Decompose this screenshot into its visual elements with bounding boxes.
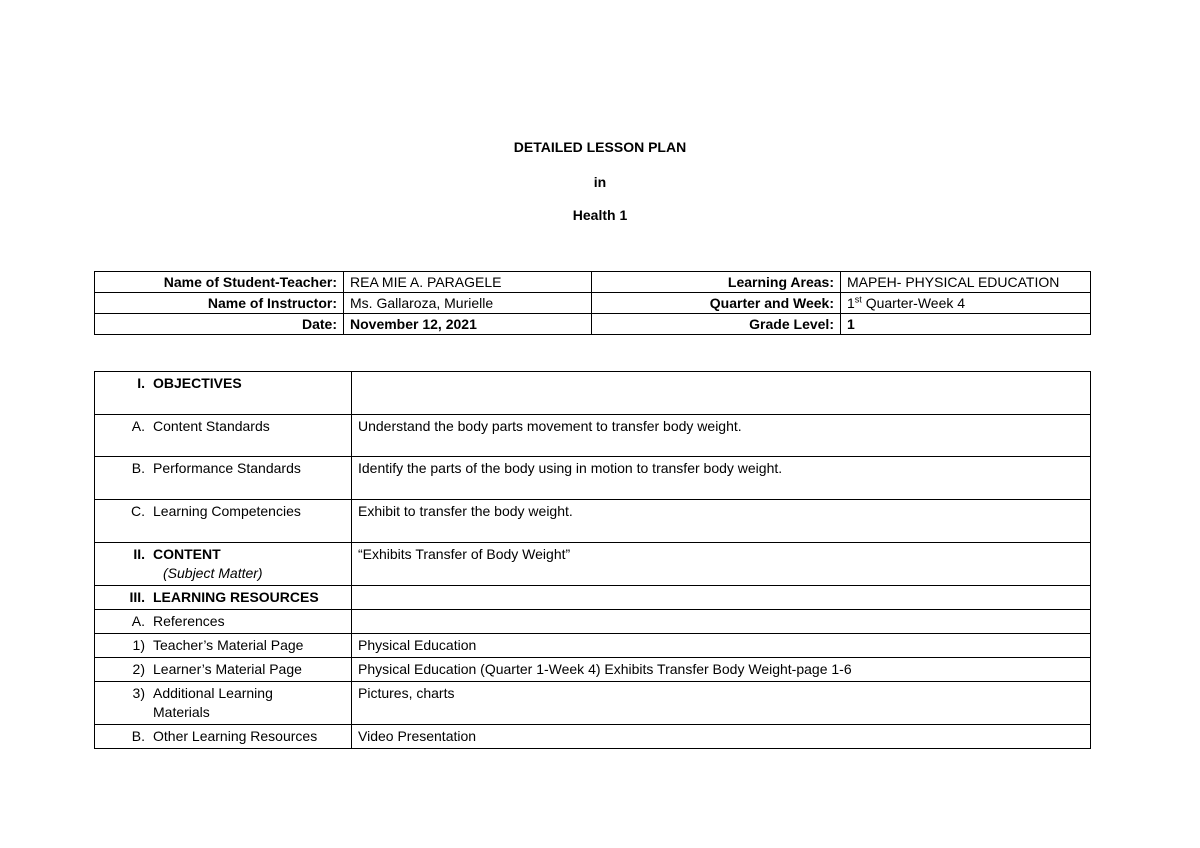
plan-item xyxy=(95,500,352,543)
lesson-plan-table xyxy=(94,371,1091,749)
item-label: Learner’s Material Page xyxy=(153,661,302,677)
item-value: Exhibit to transfer the body weight. xyxy=(352,500,1091,543)
plan-item xyxy=(95,372,352,415)
plan-row-objectives xyxy=(95,372,1091,415)
item-number: 3) xyxy=(132,685,145,701)
plan-item xyxy=(95,457,352,500)
item-value xyxy=(352,586,1091,610)
document-title: DETAILED LESSON PLAN xyxy=(513,139,687,155)
plan-row-performance-standards xyxy=(95,457,1091,500)
plan-row-other-resources xyxy=(95,725,1091,749)
item-label: Other Learning Resources xyxy=(153,728,318,744)
plan-row-content-standards xyxy=(95,415,1091,457)
plan-row-content xyxy=(95,543,1091,586)
date-value: November 12, 2021 xyxy=(344,314,592,335)
item-value: Physical Education (Quarter 1-Week 4) Exhibits Transfer Body Weight-page 1-6 xyxy=(352,658,1091,682)
quarter-week-label: Quarter and Week: xyxy=(592,293,841,314)
lesson-info-table xyxy=(94,271,1091,335)
plan-row-references xyxy=(95,610,1091,634)
item-value: Understand the body parts movement to transfer body weight. xyxy=(352,415,1091,457)
plan-item xyxy=(95,586,352,610)
quarter-number: 1 xyxy=(847,295,855,311)
item-label: Content Standards xyxy=(153,418,270,434)
item-number: II. xyxy=(133,546,145,562)
item-number: A. xyxy=(131,613,145,629)
title-subject: Health 1 xyxy=(572,207,628,223)
plan-item xyxy=(95,634,352,658)
plan-item xyxy=(95,610,352,634)
student-teacher-label: Name of Student-Teacher: xyxy=(95,272,344,293)
item-number: 1) xyxy=(132,637,145,653)
plan-item xyxy=(95,682,352,725)
grade-level-value: 1 xyxy=(841,314,1091,335)
date-label: Date: xyxy=(95,314,344,335)
item-number: A. xyxy=(131,418,145,434)
item-number: B. xyxy=(131,728,145,744)
item-value: Identify the parts of the body using in motion to transfer body weight. xyxy=(352,457,1091,500)
item-label: References xyxy=(153,613,225,629)
info-row xyxy=(95,272,1091,293)
item-number: 2) xyxy=(132,661,145,677)
quarter-week-value xyxy=(841,293,1091,314)
item-label: OBJECTIVES xyxy=(153,375,242,391)
item-number: C. xyxy=(131,503,145,519)
learning-areas-label: Learning Areas: xyxy=(592,272,841,293)
plan-item xyxy=(95,543,352,586)
instructor-label: Name of Instructor: xyxy=(95,293,344,314)
grade-level-label: Grade Level: xyxy=(592,314,841,335)
item-value: Video Presentation xyxy=(352,725,1091,749)
item-value xyxy=(352,610,1091,634)
item-label: CONTENT xyxy=(153,546,221,562)
item-label: LEARNING RESOURCES xyxy=(153,589,319,605)
plan-item xyxy=(95,415,352,457)
item-label: Learning Competencies xyxy=(153,503,301,519)
info-row xyxy=(95,314,1091,335)
item-value: “Exhibits Transfer of Body Weight” xyxy=(352,543,1091,586)
quarter-ordinal: st xyxy=(854,294,862,305)
title-in: in xyxy=(593,174,607,190)
plan-row-additional-materials xyxy=(95,682,1091,725)
item-value: Physical Education xyxy=(352,634,1091,658)
plan-row-learning-competencies xyxy=(95,500,1091,543)
info-row xyxy=(95,293,1091,314)
item-value xyxy=(352,372,1091,415)
plan-row-teachers-material xyxy=(95,634,1091,658)
student-teacher-value: REA MIE A. PARAGELE xyxy=(344,272,592,293)
plan-item xyxy=(95,658,352,682)
item-number: III. xyxy=(129,589,145,605)
quarter-week-rest: Quarter-Week 4 xyxy=(861,295,966,311)
plan-row-learning-resources xyxy=(95,586,1091,610)
item-label: Teacher’s Material Page xyxy=(153,637,304,653)
item-value: Pictures, charts xyxy=(352,682,1091,725)
plan-item xyxy=(95,725,352,749)
item-number: I. xyxy=(137,375,145,391)
item-label: Additional Learning Materials xyxy=(153,685,273,720)
learning-areas-value: MAPEH- PHYSICAL EDUCATION xyxy=(841,272,1091,293)
instructor-value: Ms. Gallaroza, Murielle xyxy=(344,293,592,314)
item-label: Performance Standards xyxy=(153,460,301,476)
plan-row-learners-material xyxy=(95,658,1091,682)
item-number: B. xyxy=(131,460,145,476)
item-sublabel: (Subject Matter) xyxy=(163,565,263,581)
